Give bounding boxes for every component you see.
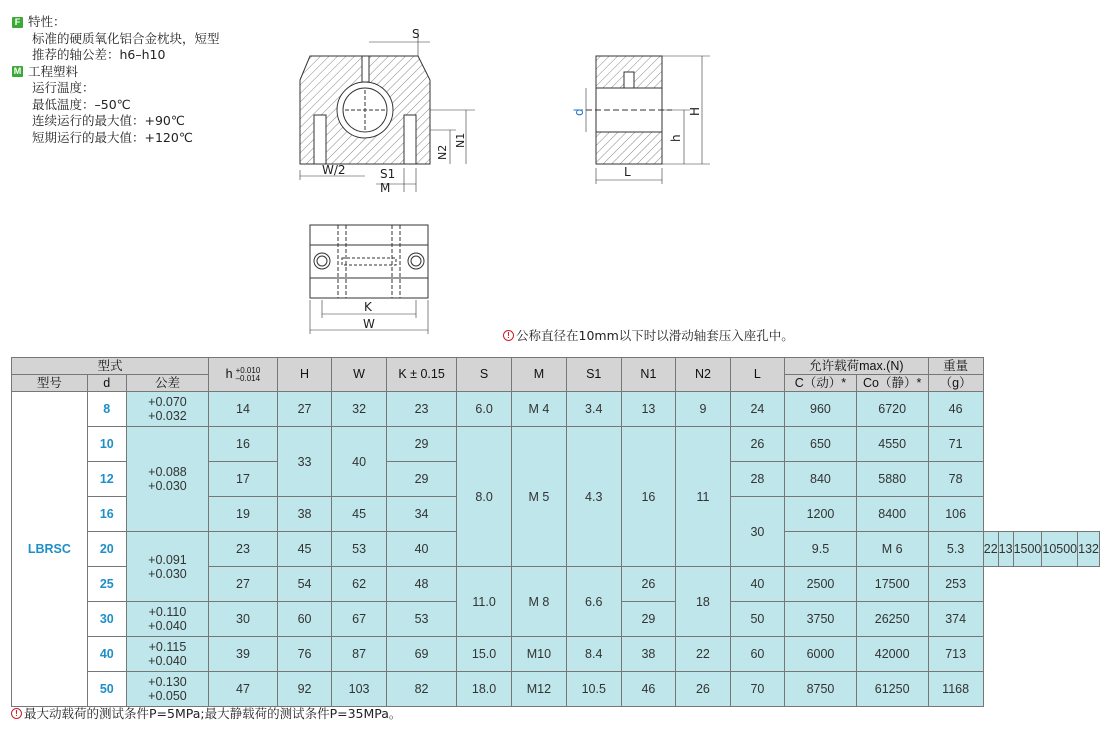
header-S1: S1	[566, 358, 621, 392]
K-value: 34	[386, 497, 456, 532]
header-h-tol-lower: –0.014	[235, 373, 261, 383]
header-h-label: h	[225, 367, 233, 381]
K-value: 29	[386, 427, 456, 462]
features-title: 特性：	[28, 14, 66, 29]
N2-value: 11	[676, 427, 731, 567]
L-value: 30	[730, 497, 784, 567]
N2-value: 9	[676, 392, 731, 427]
header-weight-unit: （g）	[928, 375, 983, 392]
h-value: 17	[209, 462, 278, 497]
header-N2: N2	[676, 358, 731, 392]
weight-value: 253	[928, 567, 983, 602]
S-value: 9.5	[785, 532, 857, 567]
header-weight: 重量	[928, 358, 983, 375]
C-value: 1500	[1013, 532, 1042, 567]
material-badge-icon: M	[13, 66, 22, 77]
H-value: 38	[277, 497, 331, 532]
H-value: 92	[277, 672, 331, 707]
M-value: M 5	[512, 427, 567, 567]
Co-value: 6720	[856, 392, 928, 427]
d-value: 30	[87, 602, 126, 637]
weight-value: 71	[928, 427, 983, 462]
features-line: 推荐的轴公差：h6–h10	[32, 47, 166, 62]
M-value: M12	[512, 672, 567, 707]
C-value: 1200	[785, 497, 857, 532]
L-value: 26	[730, 427, 784, 462]
S-value: 6.0	[457, 392, 512, 427]
W-value: 67	[332, 602, 387, 637]
h-value: 23	[209, 532, 278, 567]
N2-value: 18	[676, 567, 731, 637]
W-value: 62	[332, 567, 387, 602]
header-H: H	[277, 358, 331, 392]
caution-icon: !	[503, 330, 514, 341]
weight-value: 1168	[928, 672, 983, 707]
K-value: 29	[386, 462, 456, 497]
Co-value: 10500	[1042, 532, 1078, 567]
weight-value: 106	[928, 497, 983, 532]
K-value: 53	[386, 602, 456, 637]
plastics-line: 最低温度：–50℃	[32, 96, 131, 112]
S1-value: 5.3	[928, 532, 983, 567]
weight-value: 374	[928, 602, 983, 637]
W-value: 87	[332, 637, 387, 672]
C-value: 840	[785, 462, 857, 497]
S-value: 11.0	[457, 567, 512, 637]
K-value: 69	[386, 637, 456, 672]
header-h	[209, 358, 278, 392]
W-value: 45	[332, 497, 387, 532]
footnote-text: 最大动载荷的测试条件P=5MPa;最大静载荷的测试条件P=35MPa。	[24, 706, 402, 721]
Co-value: 42000	[856, 637, 928, 672]
N1-value: 22	[983, 532, 998, 567]
d-value: 40	[87, 637, 126, 672]
tol-upper: +0.115	[148, 640, 187, 654]
d-value: 12	[87, 462, 126, 497]
tolerance-cell	[126, 672, 208, 707]
tolerance-cell	[126, 392, 208, 427]
feature-badge-icon: F	[12, 17, 23, 28]
header-S: S	[457, 358, 512, 392]
footnote	[11, 704, 401, 722]
spec-table	[11, 357, 1100, 707]
tolerance-cell	[126, 637, 208, 672]
header-model: 型号	[12, 375, 88, 392]
M-value: M 8	[512, 567, 567, 637]
L-value: 60	[730, 637, 784, 672]
caution-text: 公称直径在10mm以下时以滑动轴套压入座孔中。	[516, 328, 794, 343]
h-value: 47	[209, 672, 278, 707]
tolerance-cell	[126, 427, 208, 532]
dim-label-N1: N1	[454, 132, 467, 148]
Co-value: 26250	[856, 602, 928, 637]
weight-value: 78	[928, 462, 983, 497]
d-value: 50	[87, 672, 126, 707]
weight-value: 46	[928, 392, 983, 427]
dim-label-N2: N2	[436, 144, 449, 160]
caution-note	[503, 326, 794, 344]
M-value: M 6	[856, 532, 928, 567]
C-value: 2500	[785, 567, 857, 602]
technical-drawings	[280, 20, 740, 340]
plastics-line: 短期运行的最大值：+120℃	[32, 129, 193, 145]
header-tolerance: 公差	[126, 375, 208, 392]
L-value: 70	[730, 672, 784, 707]
header-M: M	[512, 358, 567, 392]
weight-value: 713	[928, 637, 983, 672]
H-value: 60	[277, 602, 331, 637]
S1-value: 10.5	[566, 672, 621, 707]
Co-value: 17500	[856, 567, 928, 602]
Co-value: 5880	[856, 462, 928, 497]
header-L: L	[730, 358, 784, 392]
h-value: 19	[209, 497, 278, 532]
N2-value: 13	[998, 532, 1013, 567]
K-value: 82	[386, 672, 456, 707]
features-line: 标准的硬质氧化铝合金枕块，短型	[32, 30, 220, 46]
tol-upper: +0.091	[148, 552, 187, 567]
W-value: 103	[332, 672, 387, 707]
H-value: 27	[277, 392, 331, 427]
plastics-line: 连续运行的最大值：+90℃	[32, 113, 185, 128]
S1-value: 3.4	[566, 392, 621, 427]
dim-label-W-half: W/2	[322, 163, 346, 177]
Co-value: 4550	[856, 427, 928, 462]
dim-label-L: L	[624, 165, 631, 179]
dim-label-S: S	[412, 27, 420, 41]
M-value: M 4	[512, 392, 567, 427]
side-view-drawing	[586, 56, 710, 184]
tol-lower: +0.040	[148, 619, 187, 633]
K-value: 48	[386, 567, 456, 602]
dim-label-K: K	[364, 300, 372, 314]
H-value: 33	[277, 427, 331, 497]
header-W: W	[332, 358, 387, 392]
dim-label-h: h	[669, 134, 683, 142]
header-K: K ± 0.15	[386, 358, 456, 392]
tol-lower: +0.050	[148, 689, 187, 703]
W-value: 53	[332, 532, 387, 567]
tol-upper: +0.110	[148, 605, 187, 619]
header-allowable-load: 允许载荷max.(N)	[785, 358, 928, 375]
plastics-line: 运行温度：	[32, 80, 95, 95]
header-dynamic-load: C（动）*	[785, 375, 857, 392]
Co-value: 61250	[856, 672, 928, 707]
H-value: 54	[277, 567, 331, 602]
S-value: 15.0	[457, 637, 512, 672]
tol-upper: +0.088	[148, 465, 187, 479]
h-value: 30	[209, 602, 278, 637]
L-value: 40	[730, 567, 784, 602]
S-value: 18.0	[457, 672, 512, 707]
model-code: LBRSC	[12, 392, 88, 707]
C-value: 8750	[785, 672, 857, 707]
d-value: 20	[87, 532, 126, 567]
d-value: 8	[87, 392, 126, 427]
C-value: 650	[785, 427, 857, 462]
S1-value: 4.3	[566, 427, 621, 567]
N1-value: 46	[621, 672, 676, 707]
S1-value: 8.4	[566, 637, 621, 672]
dim-label-M: M	[380, 181, 391, 195]
N1-value: 38	[621, 637, 676, 672]
d-value: 10	[87, 427, 126, 462]
N2-value: 22	[676, 637, 731, 672]
h-value: 39	[209, 637, 278, 672]
S-value: 8.0	[457, 427, 512, 567]
h-value: 27	[209, 567, 278, 602]
C-value: 960	[785, 392, 857, 427]
weight-value: 132	[1078, 532, 1100, 567]
tolerance-cell	[126, 532, 208, 602]
dim-label-d: d	[572, 108, 586, 116]
K-value: 40	[386, 532, 456, 567]
tol-lower: +0.030	[148, 566, 187, 581]
dim-label-S1: S1	[380, 167, 396, 181]
N1-value: 16	[621, 427, 676, 567]
h-value: 14	[209, 392, 278, 427]
C-value: 3750	[785, 602, 857, 637]
material-notes	[12, 14, 220, 146]
L-value: 28	[730, 462, 784, 497]
N1-value: 29	[621, 602, 676, 637]
plastics-title: 工程塑料	[28, 63, 79, 79]
K-value: 23	[386, 392, 456, 427]
tol-lower: +0.032	[148, 409, 187, 423]
tol-lower: +0.040	[148, 654, 187, 668]
dim-label-W: W	[363, 317, 375, 331]
header-d: d	[87, 375, 126, 392]
tol-upper: +0.130	[148, 675, 187, 689]
N2-value: 26	[676, 672, 731, 707]
S1-value: 6.6	[566, 567, 621, 637]
h-value: 16	[209, 427, 278, 462]
dim-label-H: H	[688, 106, 702, 116]
tol-upper: +0.070	[148, 395, 187, 409]
header-type: 型式	[12, 358, 209, 375]
d-value: 25	[87, 567, 126, 602]
W-value: 32	[332, 392, 387, 427]
Co-value: 8400	[856, 497, 928, 532]
H-value: 76	[277, 637, 331, 672]
d-value: 16	[87, 497, 126, 532]
N1-value: 26	[621, 567, 676, 602]
header-h-tol-upper: +0.010	[235, 365, 261, 375]
header-N1: N1	[621, 358, 676, 392]
C-value: 6000	[785, 637, 857, 672]
L-value: 24	[730, 392, 784, 427]
tolerance-cell	[126, 602, 208, 637]
N1-value: 13	[621, 392, 676, 427]
tol-lower: +0.030	[148, 479, 187, 493]
W-value: 40	[332, 427, 387, 497]
H-value: 45	[277, 532, 331, 567]
L-value: 50	[730, 602, 784, 637]
header-static-load: Co（静）*	[856, 375, 928, 392]
footnote-icon: !	[11, 708, 22, 719]
M-value: M10	[512, 637, 567, 672]
